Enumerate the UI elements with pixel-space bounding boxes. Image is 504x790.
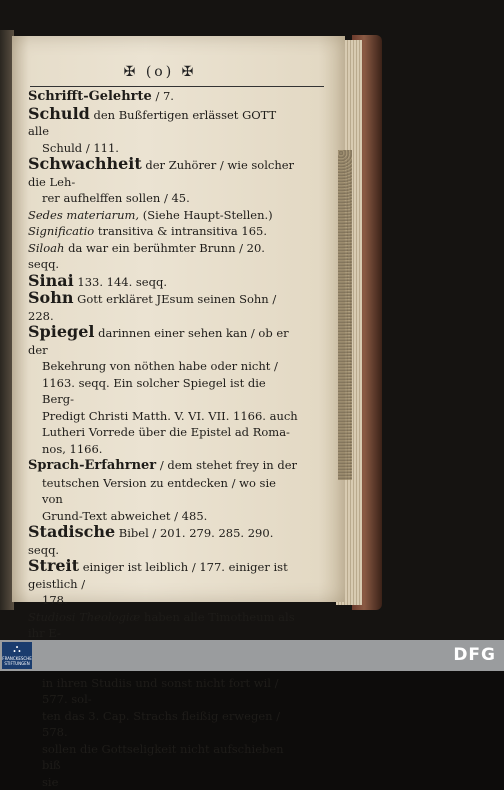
entry-headword: Spiegel — [28, 322, 94, 341]
entry-text: darinnen einer sehen kan / ob er der — [28, 326, 289, 357]
entry-latin-term: Studiosi Theologiæ — [28, 610, 140, 624]
entry-text: Gott erkläret JEsum seinen Sohn / 228. — [28, 292, 276, 323]
entry-continuation: Grund-Text abweichet / 485. — [28, 508, 298, 525]
library-logo[interactable] — [2, 642, 32, 669]
entry-text: einiger ist leiblich / 177. einiger ist geistlich / — [28, 560, 288, 591]
entry-headword: Schrifft-Gelehrte — [28, 89, 152, 104]
header-ornament: ✠ (o) ✠ — [115, 64, 205, 80]
entry-text: Bibel / 201. 279. 285. 290. seqq. — [28, 526, 273, 557]
register-entry — [28, 207, 298, 224]
entry-continuation: sollen die Gottseligkeit nicht aufschieben biß — [28, 741, 298, 774]
library-name-1: FRANCKESCHE — [2, 656, 31, 661]
entry-headword: Sprach-Erfahrner — [28, 458, 156, 473]
register-entries — [28, 88, 298, 790]
entry-continuation: 178. — [28, 592, 298, 609]
entry-continuation: Schuld / 111. — [28, 140, 298, 157]
entry-headword: Streit — [28, 556, 79, 575]
entry-continuation: Lutheri Vorrede über die Epistel ad Roma- — [28, 424, 298, 441]
entry-text: / dem stehet frey in der — [160, 458, 297, 472]
entry-continuation: nos, 1166. — [28, 441, 298, 458]
entry-latin-term: Sedes materiarum, — [28, 208, 139, 222]
register-entry — [28, 324, 298, 457]
entry-text: der Zuhörer / wie solcher die Leh- — [28, 158, 294, 189]
entry-text: (Siehe Haupt-Stellen.) — [143, 208, 273, 222]
register-entry — [28, 240, 298, 273]
entry-headword: Sinai — [28, 271, 74, 290]
register-entry — [28, 106, 298, 157]
register-entry — [28, 609, 298, 790]
entry-text: transitiva & intransitiva 165. — [98, 224, 267, 238]
dfg-logo[interactable]: DFG — [453, 645, 496, 665]
register-entry — [28, 457, 298, 524]
entry-headword: Stadische — [28, 522, 115, 541]
entry-continuation: Predigt Christi Matth. V. VI. VII. 1166. auch — [28, 408, 298, 425]
entry-continuation: rer aufhelffen sollen / 45. — [28, 190, 298, 207]
register-entry — [28, 223, 298, 240]
entry-text: haben alle Timotheum als ihr E- — [28, 610, 295, 641]
header-rule — [30, 86, 324, 87]
entry-headword: Sohn — [28, 288, 74, 307]
marbled-edge — [338, 150, 352, 480]
entry-continuation: 1163. seqq. Ein solcher Spiegel ist die Berg- — [28, 375, 298, 408]
entry-continuation: in ihren Studiis und sonst nicht fort wil / 577. sol- — [28, 675, 298, 708]
entry-headword: Schuld — [28, 104, 90, 123]
entry-text: den Bußfertigen erlässet GOTT alle — [28, 108, 276, 139]
register-entry — [28, 524, 298, 558]
entry-continuation: teutschen Version zu entdecken / wo sie von — [28, 475, 298, 508]
entry-headword: Schwachheit — [28, 154, 142, 173]
register-entry — [28, 156, 298, 207]
library-name-2: STIFTUNGEN — [4, 661, 29, 666]
entry-text: / 7. — [155, 89, 174, 103]
entry-text: 133. 144. seqq. — [77, 275, 167, 289]
register-entry — [28, 290, 298, 324]
entry-continuation: Bekehrung von nöthen habe oder nicht / — [28, 358, 298, 375]
entry-latin-term: Significatio — [28, 224, 94, 238]
entry-continuation: sie — [28, 774, 298, 790]
entry-text: da war ein berühmter Brunn / 20. seqq. — [28, 241, 265, 272]
entry-latin-term: Siloah — [28, 241, 64, 255]
entry-continuation: ten das 3. Cap. Strachs fleißig erwegen / 578. — [28, 708, 298, 741]
library-emblem-icon: ⛬ — [2, 642, 32, 656]
viewer-footer — [0, 640, 504, 671]
register-entry — [28, 558, 298, 609]
